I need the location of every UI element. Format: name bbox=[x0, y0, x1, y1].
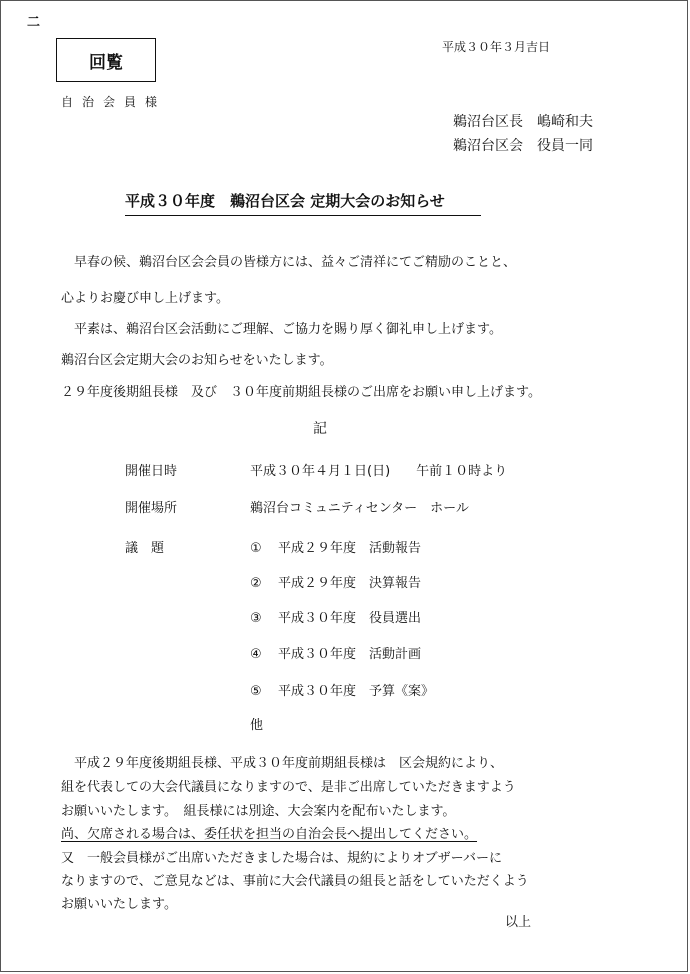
agenda-other: 他 bbox=[250, 718, 264, 733]
agenda-item bbox=[250, 643, 421, 662]
agenda-item bbox=[250, 572, 421, 591]
intro-line: 平素は、鵜沼台区会活動にご理解、ご協力を賜り厚く御礼申し上げます。 bbox=[74, 322, 502, 337]
agenda-item bbox=[250, 537, 421, 556]
agenda-item bbox=[250, 680, 434, 699]
agenda-number: ③ bbox=[250, 611, 262, 626]
intro-line: 心よりお慶び申し上げます。 bbox=[61, 291, 229, 306]
agenda-number: ① bbox=[250, 541, 262, 556]
intro-line: 早春の候、鵜沼台区会会員の皆様方には、益々ご清祥にてご精励のことと、 bbox=[74, 255, 517, 270]
addressee: 自治会員様 bbox=[61, 95, 167, 109]
note-line: 組を代表しての大会代議員になりますので、是非ご出席していただきますよう bbox=[61, 780, 516, 795]
agenda-text: 平成３０年度 役員選出 bbox=[278, 611, 422, 626]
note-line: 平成２９年度後期組長様、平成３０年度前期組長様は 区会規約により、 bbox=[74, 756, 504, 771]
intro-line: 鵜沼台区会定期大会のお知らせをいたします。 bbox=[61, 353, 333, 368]
closing-ijou: 以上 bbox=[505, 915, 532, 930]
note-line: お願いいたします。 bbox=[61, 897, 177, 912]
venue-value: 鵜沼台コミュニティセンター ホール bbox=[250, 501, 469, 516]
circulation-label: 回覧 bbox=[89, 52, 123, 73]
corner-mark: 二 bbox=[27, 15, 39, 30]
agenda-label: 議 題 bbox=[125, 541, 165, 556]
agenda-text: 平成３０年度 活動計画 bbox=[278, 647, 422, 662]
agenda-number: ② bbox=[250, 576, 262, 591]
agenda-text: 平成３０年度 予算《案》 bbox=[278, 684, 435, 699]
note-line: 又 一般会員様がご出席いただきました場合は、規約によりオブザーバーに bbox=[61, 851, 502, 866]
ki-heading: 記 bbox=[313, 421, 327, 437]
agenda-text: 平成２９年度 決算報告 bbox=[278, 576, 422, 591]
venue-label: 開催場所 bbox=[125, 501, 178, 516]
sender-line-1: 鵜沼台区長 嶋崎和夫 bbox=[453, 114, 593, 130]
datetime-value: 平成３０年４月１日(日) 午前１０時より bbox=[250, 464, 508, 479]
agenda-number: ④ bbox=[250, 647, 262, 662]
agenda-text: 平成２９年度 活動報告 bbox=[278, 541, 422, 556]
agenda-number: ⑤ bbox=[250, 684, 262, 699]
note-line: お願いいたします。 組長様には別途、大会案内を配布いたします。 bbox=[61, 804, 456, 819]
note-line: なりますので、ご意見などは、事前に大会代議員の組長と話をしていただくよう bbox=[61, 874, 529, 889]
document-title: 平成３０年度 鵜沼台区会 定期大会のお知らせ bbox=[125, 190, 481, 216]
sender-line-2: 鵜沼台区会 役員一同 bbox=[453, 138, 593, 154]
issue-date: 平成３０年３月吉日 bbox=[442, 40, 551, 54]
datetime-label: 開催日時 bbox=[125, 464, 178, 479]
intro-line: ２９年度後期組長様 及び ３０年度前期組長様のご出席をお願い申し上げます。 bbox=[61, 385, 541, 400]
circulation-box bbox=[56, 38, 156, 82]
note-line-underlined: 尚、欠席される場合は、委任状を担当の自治会長へ提出してください。 bbox=[61, 827, 478, 842]
agenda-item bbox=[250, 607, 421, 626]
